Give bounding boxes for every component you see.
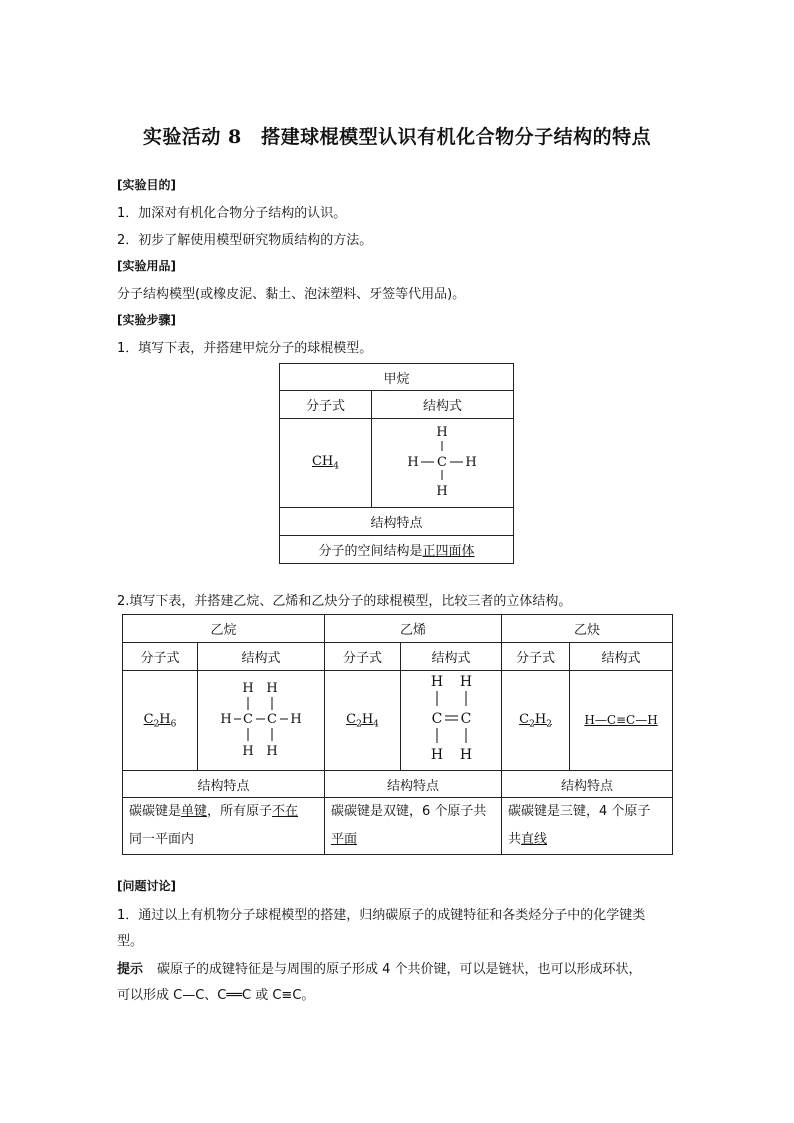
acetylene-structural-formula: H—C≡C—H <box>584 713 658 727</box>
acetylene-col-structure: 结构式 <box>570 643 673 671</box>
purpose-item-1: 1．加深对有机化合物分子结构的认识。 <box>117 206 347 221</box>
ethane-feature-label: 结构特点 <box>123 771 325 798</box>
ethylene-feature-label: 结构特点 <box>325 771 502 798</box>
acetylene-name: 乙炔 <box>502 615 673 643</box>
acetylene-formula: $C_2H_2$ <box>519 711 552 730</box>
methane-formula: $CH_4$ <box>311 454 340 472</box>
acetylene-feature-label: 结构特点 <box>502 771 673 798</box>
svg-text:H: H <box>459 747 472 763</box>
discussion-heading: [问题讨论] <box>117 879 176 893</box>
svg-text:H: H <box>430 674 443 690</box>
svg-text:H: H <box>241 681 254 696</box>
page-title: 实验活动 8 搭建球棍模型认识有机化合物分子结构的特点 <box>142 126 652 148</box>
svg-text:C: C <box>460 711 471 727</box>
methane-formula-cell <box>280 419 372 508</box>
question-1-line-2: 型。 <box>117 934 144 949</box>
svg-text:H: H <box>219 712 232 727</box>
ethylene-formula-cell <box>325 671 401 771</box>
steps-heading: [实验步骤] <box>117 313 176 327</box>
acetylene-structure-cell <box>570 671 673 771</box>
svg-text:H: H <box>241 744 254 759</box>
materials-heading: [实验用品] <box>117 259 176 273</box>
step-1: 1．填写下表，并搭建甲烷分子的球棍模型。 <box>117 341 373 356</box>
ethane-formula-cell <box>123 671 198 771</box>
svg-text:H: H <box>265 681 278 696</box>
ethane-name: 乙烷 <box>123 615 325 643</box>
ethylene-formula: $C_2H_4$ <box>346 711 379 730</box>
methane-col-structure: 结构式 <box>372 391 514 419</box>
acetylene-col-formula: 分子式 <box>502 643 570 671</box>
svg-text:C: C <box>437 455 447 470</box>
purpose-heading: [实验目的] <box>117 178 176 192</box>
svg-text:C: C <box>242 712 253 727</box>
methane-structural-formula <box>372 419 513 503</box>
svg-text:H: H <box>407 455 419 470</box>
question-1-line-1: 1．通过以上有机物分子球棍模型的搭建，归纳碳原子的成键特征和各类烃分子中的化学键类 <box>117 908 646 923</box>
hint-line-2: 可以形成 C—C、C══C 或 C≡C。 <box>117 988 315 1003</box>
ethylene-name: 乙烯 <box>325 615 502 643</box>
ethylene-structure-cell <box>401 671 502 771</box>
svg-text:H: H <box>289 712 302 727</box>
hint-line-1: 提示 碳原子的成键特征是与周围的原子形成 4 个共价键，可以是链状，也可以形成环状， <box>117 962 642 977</box>
ethane-formula: $C_2H_6$ <box>143 711 177 730</box>
methane-feature-label: 结构特点 <box>280 508 514 536</box>
methane-table <box>279 363 514 564</box>
ethylene-feature: 碳碳键是双键，6 个原子共 平面 <box>325 798 502 855</box>
hint-label: 提示 <box>117 962 144 977</box>
methane-structure-cell <box>372 419 514 508</box>
acetylene-formula-cell <box>502 671 570 771</box>
svg-text:H: H <box>436 484 448 499</box>
materials-text: 分子结构模型(或橡皮泥、黏土、泡沫塑料、牙签等代用品)。 <box>117 287 466 302</box>
ethylene-col-structure: 结构式 <box>401 643 502 671</box>
svg-text:C: C <box>266 712 277 727</box>
svg-text:H: H <box>465 455 477 470</box>
ethane-col-formula: 分子式 <box>123 643 198 671</box>
methane-feature: 分子的空间结构是正四面体 <box>280 536 514 564</box>
svg-text:C: C <box>431 711 442 727</box>
ethylene-col-formula: 分子式 <box>325 643 401 671</box>
ethane-structure-cell <box>198 671 325 771</box>
ethane-structural-formula <box>199 671 324 766</box>
step-2: 2.填写下表，并搭建乙烷、乙烯和乙炔分子的球棍模型，比较三者的立体结构。 <box>117 594 572 609</box>
acetylene-feature: 碳碳键是三键，4 个原子 共直线 <box>502 798 673 855</box>
ethane-feature: 碳碳键是单键，所有原子不在 同一平面内 <box>123 798 325 855</box>
ethane-col-structure: 结构式 <box>198 643 325 671</box>
hydrocarbon-table <box>122 614 673 855</box>
methane-col-formula: 分子式 <box>280 391 372 419</box>
ethylene-structural-formula <box>402 671 501 766</box>
svg-text:H: H <box>265 744 278 759</box>
methane-name: 甲烷 <box>280 364 514 391</box>
purpose-item-2: 2．初步了解使用模型研究物质结构的方法。 <box>117 233 373 248</box>
svg-text:H: H <box>430 747 443 763</box>
svg-text:H: H <box>459 674 472 690</box>
svg-text:H: H <box>436 425 448 440</box>
